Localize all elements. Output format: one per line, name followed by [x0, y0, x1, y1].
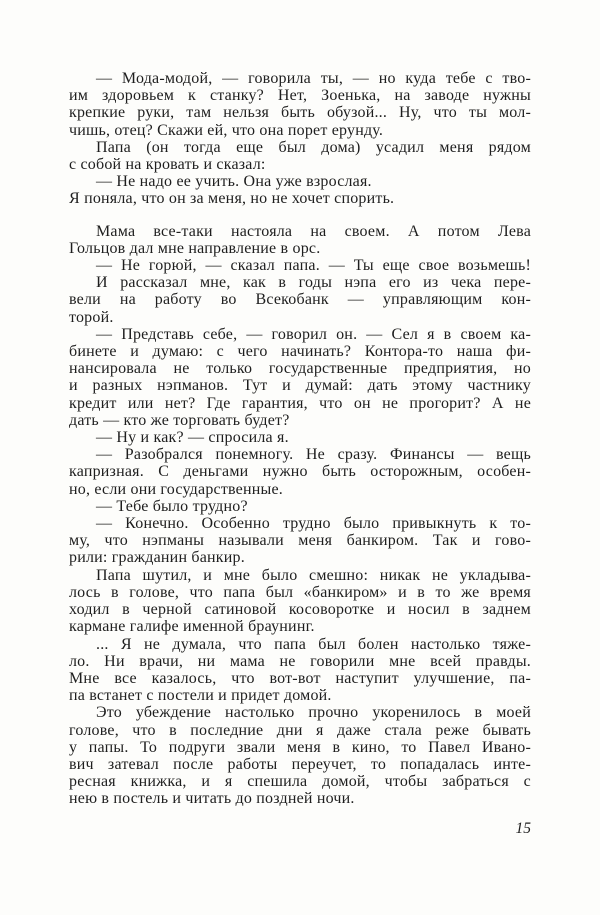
text-line: — Конечно. Особенно трудно было привыкнуть к то-	[96, 515, 531, 533]
text-line: ресная книжка, и я спешила домой, чтобы забраться с	[69, 773, 531, 791]
text-line: у папы. То подруги звали меня в кино, то Павел Ивано-	[69, 738, 531, 756]
text-line: ... Я не думала, что папа был болен настолько тяже-	[96, 635, 531, 653]
text-line: му, что нэпманы называли меня банкиром. Так и гово-	[69, 532, 531, 550]
text-line: Папа шутил, и мне было смешно: никак не укладыва-	[96, 566, 531, 584]
text-line: Мне все казалось, что вот-вот наступит улучшение, па-	[69, 669, 531, 687]
text-line: с собой на кровать и сказал:	[69, 156, 266, 174]
text-line: торой.	[69, 308, 114, 326]
text-line: Я поняла, что он за меня, но не хочет спорить.	[69, 190, 395, 208]
text-line: Папа (он тогда еще был дома) усадил меня рядом	[96, 138, 531, 156]
text-line: — Представь себе, — говорил он. — Сел я в своем ка-	[96, 325, 531, 343]
text-line: капризная. С деньгами нужно быть осторожным, особен-	[69, 463, 531, 481]
text-line: па встанет с постели и придет домой.	[69, 687, 332, 705]
text-line: крепкие руки, там нельзя быть обузой... Ну, что ты мол-	[69, 104, 531, 122]
text-line: кредит или нет? Где гарантия, что он не прогорит? А не	[69, 394, 531, 412]
text-line: Мама все-таки настояла на своем. А потом Лева	[96, 222, 531, 240]
text-line: рили: гражданин банкир.	[69, 549, 245, 567]
text-line: Гольцов дал мне направление в орс.	[69, 239, 321, 257]
text-line: — Мода-модой, — говорила ты, — но куда тебе с тво-	[96, 70, 531, 87]
text-line: бинете и думаю: с чего начинать? Контора-то наша фи-	[69, 343, 531, 361]
text-line: кармане галифе именной браунинг.	[69, 618, 315, 636]
text-line: — Ну и как? — спросила я.	[96, 429, 289, 447]
text-line: — Разобрался понемногу. Не сразу. Финансы — вещь	[96, 446, 531, 464]
text-line: ходил в черной сатиновой косоворотке и носил в заднем	[69, 601, 531, 619]
text-line: чишь, отец? Скажи ей, что она порет ерунду.	[69, 121, 384, 139]
text-line: и разных нэпманов. Тут и думай: дать этому частнику	[69, 377, 531, 395]
text-line: лось в голове, что папа был «банкиром» и в то же время	[69, 583, 531, 601]
text-line: но, если они государственные.	[69, 480, 283, 498]
text-line: — Тебе было трудно?	[96, 497, 248, 515]
text-line: — Не надо ее учить. Она уже взрослая.	[96, 173, 372, 191]
page-number: 15	[515, 820, 531, 837]
text-line: Это убеждение настолько прочно укоренилось в моей	[96, 704, 531, 722]
text-line: голове, что в последние дни я даже стала реже бывать	[69, 721, 531, 739]
text-line: нею в постель и читать до поздней ночи.	[69, 790, 355, 808]
text-line: вели на работу во Всекобанк — управляющим кон-	[69, 291, 531, 309]
text-line: И рассказал мне, как в годы нэпа его из чека пере-	[96, 274, 531, 292]
text-line: дать — кто же торговать будет?	[69, 411, 290, 429]
text-line: нансировала не только государственные предприятия, но	[69, 360, 531, 378]
text-line: вич затевал после работы переучет, то попадалась инте-	[69, 755, 531, 773]
text-line: им здоровьем к станку? Нет, Зоенька, на заводе нужны	[69, 87, 531, 105]
text-line: ло. Ни врачи, ни мама не говорили мне всей правды.	[69, 652, 531, 670]
text-line: — Не горюй, — сказал папа. — Ты еще свое возьмешь!	[96, 257, 531, 275]
page-text	[69, 70, 531, 808]
